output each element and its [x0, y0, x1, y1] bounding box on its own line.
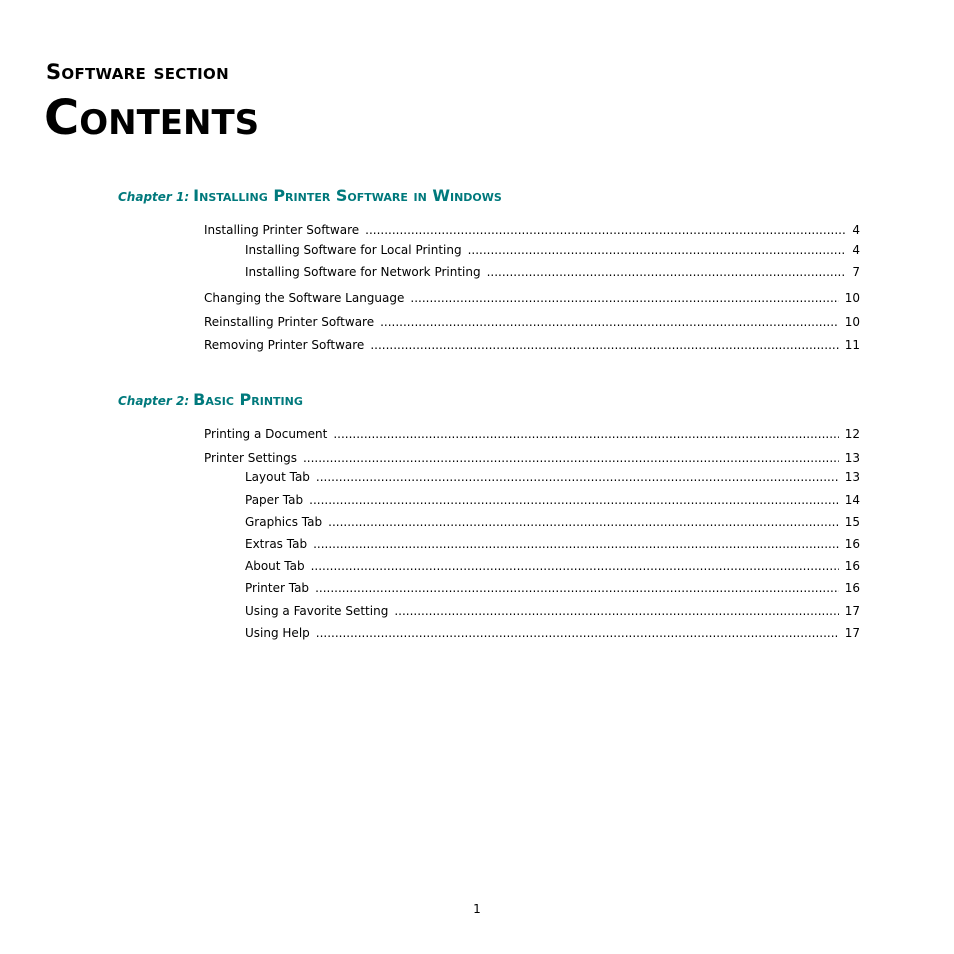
toc-entry-page: 16 — [844, 537, 860, 551]
toc-entry-text: Installing Software for Network Printing — [245, 265, 481, 279]
toc-entry[interactable] — [245, 558, 860, 574]
toc-entry-text: Printer Tab — [245, 581, 310, 595]
toc-leader-dots — [315, 580, 839, 596]
toc-entry[interactable] — [245, 603, 860, 619]
toc-leader-dots — [309, 492, 839, 508]
toc-entry-text: Graphics Tab — [245, 515, 323, 529]
toc-entry-text: Installing Printer Software — [204, 223, 360, 237]
toc-entry-text: Layout Tab — [245, 470, 310, 484]
toc-entry-text: Installing Software for Local Printing — [245, 243, 462, 257]
toc-entry-text: Paper Tab — [245, 493, 304, 507]
toc-entry[interactable] — [245, 514, 860, 530]
toc-leader-dots — [311, 558, 839, 574]
toc-entry[interactable] — [245, 242, 860, 258]
toc-entry-page: 12 — [844, 427, 860, 441]
toc-entry-page: 16 — [844, 581, 860, 595]
toc-leader-dots — [468, 242, 846, 258]
toc-entry-page: 4 — [852, 223, 860, 237]
toc-entry-page: 16 — [844, 559, 860, 573]
toc-entry-page: 14 — [844, 493, 860, 507]
toc-entry-page: 13 — [844, 470, 860, 484]
toc-leader-dots — [316, 469, 839, 485]
toc-leader-dots — [303, 450, 839, 466]
toc-leader-dots — [328, 514, 839, 530]
page-title: Contents — [44, 90, 260, 146]
toc-leader-dots — [333, 426, 838, 442]
toc-entry[interactable] — [245, 492, 860, 508]
toc-entry-text: Printer Settings — [204, 451, 297, 465]
toc-entry[interactable] — [204, 426, 860, 442]
toc-entry-page: 17 — [844, 604, 860, 618]
toc-entry[interactable] — [245, 625, 860, 641]
toc-entry[interactable] — [204, 222, 860, 238]
toc-entry-text: About Tab — [245, 559, 305, 573]
page-number: 1 — [473, 902, 481, 916]
toc-entry[interactable] — [204, 337, 860, 353]
toc-entry[interactable] — [245, 469, 860, 485]
toc-leader-dots — [365, 222, 846, 238]
toc-leader-dots — [380, 314, 839, 330]
toc-entry-page: 17 — [844, 626, 860, 640]
toc-entry-text: Removing Printer Software — [204, 338, 365, 352]
chapter-1-title: Installing Printer Software in Windows — [193, 186, 502, 205]
chapter-2-title: Basic Printing — [193, 390, 303, 409]
toc-leader-dots — [394, 603, 838, 619]
chapter-1-label: Chapter 1: — [118, 190, 190, 204]
toc-entry-text: Using Help — [245, 626, 310, 640]
toc-entry-text: Using a Favorite Setting — [245, 604, 389, 618]
toc-entry-page: 7 — [852, 265, 860, 279]
toc-entry[interactable] — [245, 580, 860, 596]
toc-entry-text: Changing the Software Language — [204, 291, 405, 305]
toc-entry[interactable] — [204, 290, 860, 306]
toc-entry-page: 4 — [852, 243, 860, 257]
toc-entry[interactable] — [245, 264, 860, 280]
chapter-2-heading — [118, 390, 303, 411]
toc-entry-page: 10 — [844, 291, 860, 305]
toc-entry-page: 10 — [844, 315, 860, 329]
toc-leader-dots — [410, 290, 838, 306]
toc-entry-page: 11 — [844, 338, 860, 352]
chapter-1-heading — [118, 186, 502, 207]
toc-leader-dots — [316, 625, 839, 641]
toc-entry-page: 15 — [844, 515, 860, 529]
toc-entry[interactable] — [204, 314, 860, 330]
section-title: Software section — [46, 60, 229, 84]
toc-entry-text: Printing a Document — [204, 427, 328, 441]
toc-entry-text: Reinstalling Printer Software — [204, 315, 375, 329]
toc-entry[interactable] — [245, 536, 860, 552]
toc-leader-dots — [487, 264, 846, 280]
toc-entry-page: 13 — [844, 451, 860, 465]
toc-leader-dots — [313, 536, 839, 552]
toc-entry-text: Extras Tab — [245, 537, 308, 551]
chapter-2-label: Chapter 2: — [118, 394, 190, 408]
toc-entry[interactable] — [204, 450, 860, 466]
toc-leader-dots — [370, 337, 838, 353]
